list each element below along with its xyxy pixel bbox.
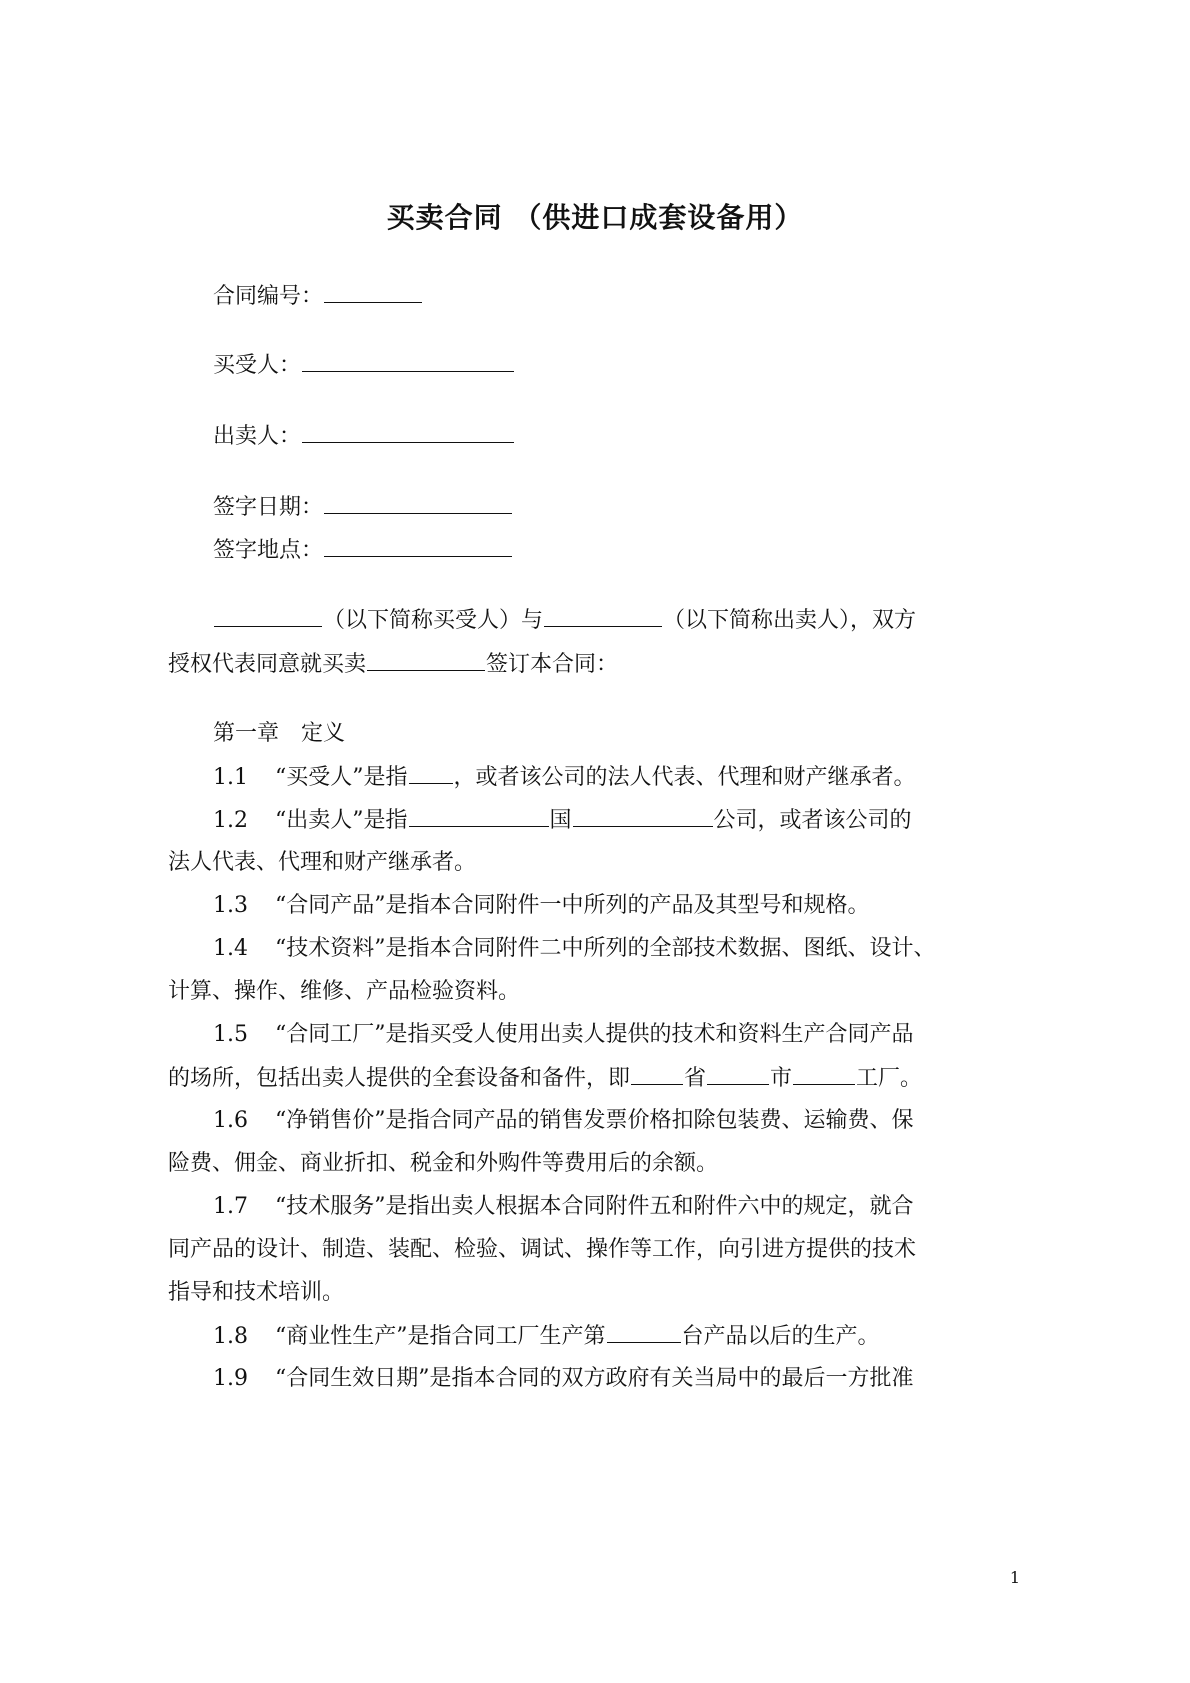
clause-text: 市 xyxy=(770,1066,793,1091)
clause-number: 1.5 xyxy=(213,1022,248,1047)
clause-text: “技术资料”是指本合同附件二中所列的全部技术数据、图纸、设计、 xyxy=(275,936,936,961)
page-number: 1 xyxy=(1009,1568,1021,1587)
clause-text: “出卖人”是指 xyxy=(275,808,408,833)
sign-place-blank[interactable] xyxy=(324,536,512,557)
intro-line2-b: 签订本合同： xyxy=(486,652,619,677)
clause-1-8-blank[interactable] xyxy=(607,1322,681,1343)
clause-1-1 xyxy=(213,763,916,792)
clause-1-4-cont: 计算、操作、维修、产品检验资料。 xyxy=(168,979,521,1004)
clause-text: 国 xyxy=(549,808,572,833)
clause-1-3 xyxy=(213,892,870,920)
clause-number: 1.1 xyxy=(213,765,248,790)
clause-1-2 xyxy=(213,806,912,835)
clause-number: 1.7 xyxy=(213,1194,248,1219)
clause-1-2-country-blank[interactable] xyxy=(409,806,549,827)
clause-text: ，或者该公司的法人代表、代理和财产继承者。 xyxy=(453,765,916,790)
contract-no-label: 合同编号： xyxy=(213,284,324,309)
clause-1-2-company-blank[interactable] xyxy=(573,806,713,827)
clause-1-7 xyxy=(213,1193,914,1221)
clause-number: 1.9 xyxy=(213,1366,248,1391)
clause-1-5 xyxy=(213,1021,914,1049)
sign-date-label: 签字日期： xyxy=(213,495,324,520)
clause-1-6-cont: 险费、佣金、商业折扣、税金和外购件等费用后的余额。 xyxy=(168,1151,719,1176)
seller-label: 出卖人： xyxy=(213,424,302,449)
clause-1-2-cont: 法人代表、代理和财产继承者。 xyxy=(168,850,477,875)
clause-1-1-blank[interactable] xyxy=(409,763,453,784)
clause-text: “净销售价”是指合同产品的销售发票价格扣除包装费、运输费、保 xyxy=(275,1108,914,1133)
clause-1-5-cont xyxy=(168,1064,922,1093)
clause-text: “技术服务”是指出卖人根据本合同附件五和附件六中的规定，就合 xyxy=(275,1194,914,1219)
clause-1-6 xyxy=(213,1107,914,1135)
intro-part-a: （以下简称买受人）与 xyxy=(323,608,544,633)
intro-part-b: （以下简称出卖人），双方 xyxy=(663,608,917,633)
clause-text: “买受人”是指 xyxy=(275,765,408,790)
clause-number: 1.2 xyxy=(213,808,248,833)
clause-number: 1.8 xyxy=(213,1324,248,1349)
clause-text: 台产品以后的生产。 xyxy=(681,1324,880,1349)
clause-1-4 xyxy=(213,935,936,963)
clause-text: “合同生效日期”是指本合同的双方政府有关当局中的最后一方批准 xyxy=(275,1366,914,1391)
buyer-blank[interactable] xyxy=(302,351,514,372)
buyer-label: 买受人： xyxy=(213,353,302,378)
clause-1-5-city-blank[interactable] xyxy=(707,1064,769,1085)
clause-text: 工厂。 xyxy=(856,1066,923,1091)
clause-1-5-province-blank[interactable] xyxy=(631,1064,683,1085)
clause-1-7-cont: 同产品的设计、制造、装配、检验、调试、操作等工作，向引进方提供的技术 xyxy=(168,1237,917,1262)
intro-line-2 xyxy=(168,650,618,679)
clause-number: 1.3 xyxy=(213,893,248,918)
contract-no-line xyxy=(213,282,423,311)
seller-line xyxy=(213,422,515,451)
buyer-line xyxy=(213,351,515,380)
intro-line2-a: 授权代表同意就买卖 xyxy=(168,652,367,677)
clause-text: 省 xyxy=(684,1066,707,1091)
clause-text: “商业性生产”是指合同工厂生产第 xyxy=(275,1324,606,1349)
intro-seller-blank[interactable] xyxy=(544,606,662,627)
sign-date-blank[interactable] xyxy=(324,493,512,514)
contract-no-blank[interactable] xyxy=(324,282,422,303)
clause-number: 1.6 xyxy=(213,1108,248,1133)
clause-number: 1.4 xyxy=(213,936,248,961)
intro-line-1 xyxy=(213,606,916,635)
clause-1-7-cont2: 指导和技术培训。 xyxy=(168,1280,345,1305)
seller-blank[interactable] xyxy=(302,422,514,443)
clause-text: 的场所，包括出卖人提供的全套设备和备件，即 xyxy=(168,1066,631,1091)
intro-buyer-blank[interactable] xyxy=(214,606,322,627)
clause-1-9 xyxy=(213,1365,914,1393)
clause-text: “合同工厂”是指买受人使用出卖人提供的技术和资料生产合同产品 xyxy=(275,1022,914,1047)
clause-1-8 xyxy=(213,1322,880,1351)
clause-1-5-factory-blank[interactable] xyxy=(793,1064,855,1085)
document-title: 买卖合同 （供进口成套设备用） xyxy=(386,201,804,234)
clause-text: “合同产品”是指本合同附件一中所列的产品及其型号和规格。 xyxy=(275,893,870,918)
chapter-heading: 第一章 定义 xyxy=(213,721,346,746)
sign-place-label: 签字地点： xyxy=(213,538,324,563)
sign-date-line xyxy=(213,493,513,522)
clause-text: 公司，或者该公司的 xyxy=(713,808,912,833)
intro-goods-blank[interactable] xyxy=(367,650,485,671)
sign-place-line xyxy=(213,536,513,565)
